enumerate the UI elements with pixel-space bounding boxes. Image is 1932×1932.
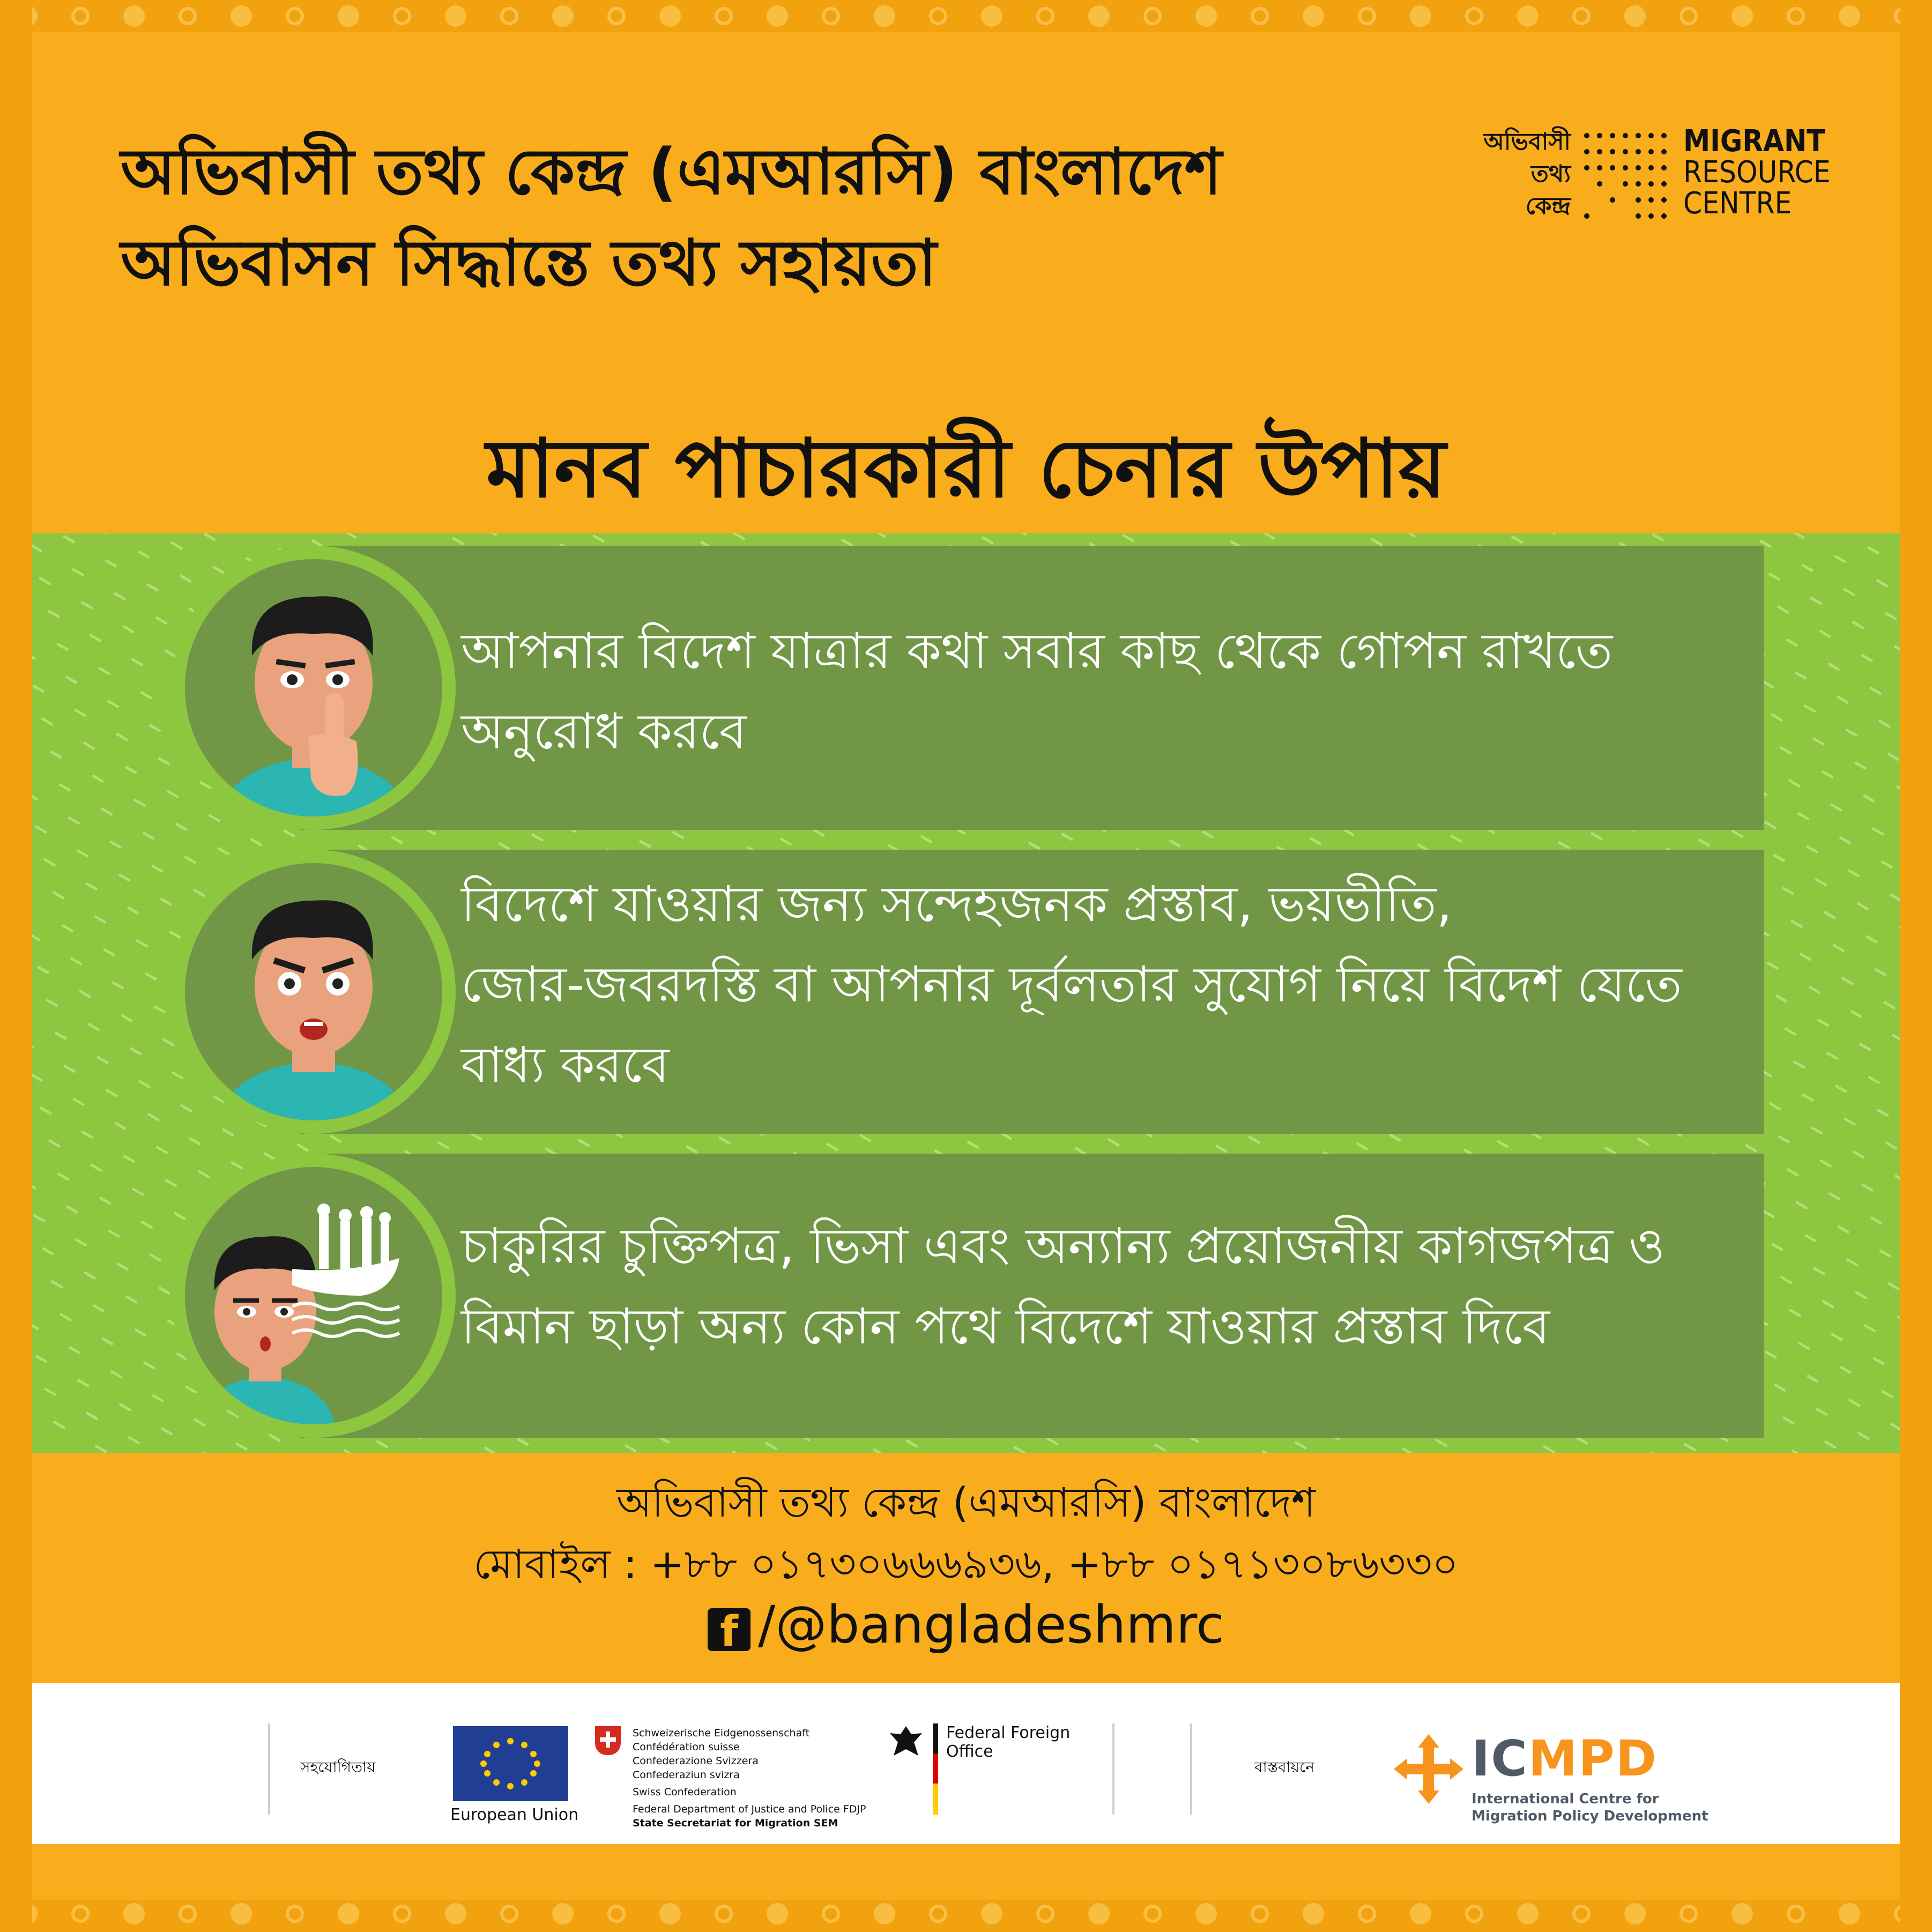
eu-label: European Union: [450, 1805, 579, 1824]
german-label: Federal Foreign Office: [946, 1723, 1071, 1761]
header-line-2: অভিবাসন সিদ্ধান্তে তথ্য সহায়তা: [121, 226, 937, 300]
swiss-line-3: Confederazione Svizzera: [633, 1755, 759, 1767]
swiss-cross-icon: [595, 1726, 621, 1755]
german-foreign-office-logo: [879, 1723, 1094, 1815]
footer-mobile: মোবাইল : +৮৮ ০১৭৩০৬৬৬৯৩৬, +৮৮ ০১৭১৩০৮৬৩৩০: [473, 1540, 1459, 1588]
icmpd-wordmark: [1472, 1730, 1658, 1787]
mrc-logo-en-1: MIGRANT: [1683, 124, 1825, 159]
divider-1: [268, 1723, 270, 1815]
facebook-handle: /@bangladeshmrc: [758, 1595, 1224, 1655]
card-2-line-2: জোর-জবরদস্তি বা আপনার দূর্বলতার সুযোগ নিয়ে বিদেশ যেতে: [461, 956, 1682, 1013]
man-angry-icon: [185, 863, 442, 1120]
card-2-line-1: বিদেশে যাওয়ার জন্য সন্দেহজনক প্রস্তাব, ভয়ভীতি,: [461, 875, 1452, 933]
mrc-logo-bn-1: অভিবাসী: [1483, 128, 1571, 155]
swiss-logo: [595, 1726, 874, 1849]
card-3-line-1: চাকুরির চুক্তিপত্র, ভিসা এবং অন্যান্য প্রয়োজনীয় কাগজপত্র ও: [461, 1217, 1665, 1275]
card-1-line-2: অনুরোধ করবে: [461, 703, 747, 760]
card-2-line-3: বাধ্য করবে: [461, 1036, 670, 1094]
man-boat-icon: [185, 1167, 442, 1424]
footer-facebook[interactable]: [0, 1595, 1932, 1655]
icmpd-arrows-icon: [1394, 1734, 1463, 1804]
swiss-text: [633, 1726, 866, 1830]
partner-logos-bar: [32, 1683, 1900, 1844]
icmpd-sub-2: Migration Policy Development: [1472, 1808, 1708, 1824]
icmpd-ic: IC: [1472, 1730, 1528, 1787]
card-2-text: [461, 864, 1682, 1105]
avatar-1: [185, 559, 442, 816]
main-title: মানব পাচারকারী চেনার উপায়: [486, 422, 1446, 516]
icmpd-logo: [1394, 1730, 1769, 1825]
german-eagle-icon: [887, 1723, 925, 1761]
swiss-line-6: Federal Department of Justice and Police FDJP: [633, 1803, 866, 1815]
card-3-line-2: বিমান ছাড়া অন্য কোন পথে বিদেশে যাওয়ার প্রস্তাব দিবে: [461, 1298, 1550, 1355]
avatar-2: [185, 863, 442, 1120]
divider-3: [1190, 1723, 1192, 1815]
implement-label: বাস্তবায়নে: [1254, 1758, 1314, 1776]
swiss-line-5: Swiss Confederation: [633, 1786, 737, 1798]
card-3-text: [461, 1206, 1665, 1367]
swiss-line-2: Confédération suisse: [633, 1741, 740, 1753]
german-flag-bar: [933, 1723, 938, 1815]
eu-flag-icon: [453, 1726, 568, 1801]
facebook-icon: f: [708, 1608, 750, 1651]
swiss-line-4: Confederaziun svizra: [633, 1769, 740, 1781]
mrc-logo-bengali: [1447, 126, 1571, 222]
icmpd-subtitle: [1472, 1790, 1708, 1825]
mrc-logo: [1447, 124, 1831, 228]
footer-org: অভিবাসী তথ্য কেন্দ্র (এমআরসি) বাংলাদেশ: [616, 1478, 1316, 1526]
support-label: সহযোগিতায়: [300, 1758, 376, 1776]
mrc-logo-en-3: CENTRE: [1683, 186, 1792, 221]
header-title: [121, 126, 1222, 308]
mrc-logo-bn-3: কেন্দ্র: [1525, 192, 1571, 220]
divider-2: [1112, 1723, 1114, 1815]
swiss-line-1: Schweizerische Eidgenossenschaft: [633, 1727, 810, 1739]
icmpd-mpd: MPD: [1528, 1730, 1658, 1787]
mrc-logo-english: [1683, 126, 1831, 219]
man-shush-icon: [185, 559, 442, 816]
header-line-1: অভিবাসী তথ্য কেন্দ্র (এমআরসি) বাংলাদেশ: [121, 135, 1222, 209]
mrc-logo-bn-2: তথ্য: [1530, 160, 1571, 188]
icmpd-sub-1: International Centre for: [1472, 1791, 1659, 1807]
mrc-dot-grid-icon: [1581, 130, 1673, 221]
card-1-line-1: আপনার বিদেশ যাত্রার কথা সবার কাছ থেকে গোপন রাখতে: [461, 622, 1613, 680]
mrc-logo-en-2: RESOURCE: [1683, 155, 1831, 190]
avatar-3: [185, 1167, 442, 1424]
card-1-text: [461, 611, 1613, 772]
swiss-line-7: State Secretariat for Migration SEM: [633, 1817, 838, 1829]
